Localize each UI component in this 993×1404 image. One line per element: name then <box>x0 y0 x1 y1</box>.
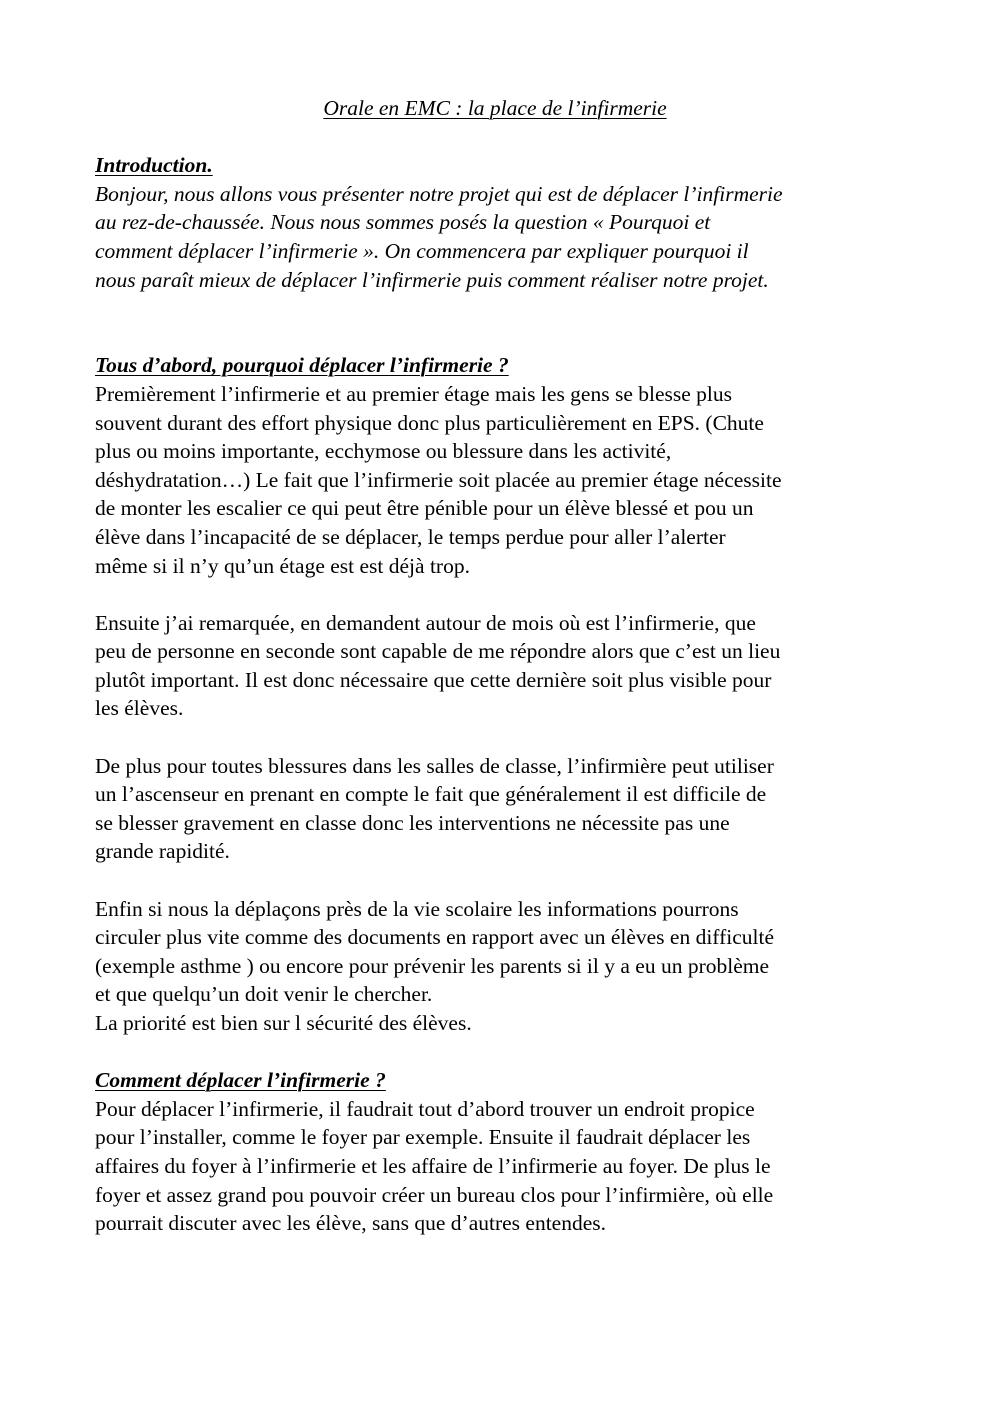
text-line: grande rapidité. <box>95 839 230 864</box>
blank-line <box>95 580 895 609</box>
text-line: Ensuite j’ai remarquée, en demandent autour de mois où est l’infirmerie, que <box>95 610 756 635</box>
text-line: les élèves. <box>95 696 184 721</box>
text-line: peu de personne en seconde sont capable de me répondre alors que c’est un lieu <box>95 639 781 664</box>
text-line: même si il n’y qu’un étage est est déjà trop. <box>95 553 470 578</box>
introduction-paragraph <box>95 180 895 294</box>
text-line: au rez-de-chaussée. Nous nous sommes posés la question « Pourquoi et <box>95 210 711 235</box>
text-line: De plus pour toutes blessures dans les salles de classe, l’infirmière peut utiliser <box>95 753 774 778</box>
text-line: Pour déplacer l’infirmerie, il faudrait tout d’abord trouver un endroit propice <box>95 1096 755 1121</box>
text-line: de monter les escalier ce qui peut être pénible pour un élève blessé et pou un <box>95 496 754 521</box>
text-line: (exemple asthme ) ou encore pour prévenir les parents si il y a eu un problème <box>95 953 770 978</box>
introduction-heading: Introduction. <box>95 153 213 178</box>
paragraph-school-life <box>95 895 895 1038</box>
text-line: plus ou moins importante, ecchymose ou blessure dans les activité, <box>95 439 672 464</box>
text-line: pour l’installer, comme le foyer par exemple. Ensuite il faudrait déplacer les <box>95 1125 751 1150</box>
blank-lines <box>95 294 895 351</box>
text-line: plutôt important. Il est donc nécessaire que cette dernière soit plus visible pour <box>95 667 772 692</box>
text-line: élève dans l’incapacité de se déplacer, le temps perdue pour aller l’alerter <box>95 524 726 549</box>
section-why-heading: Tous d’abord, pourquoi déplacer l’infirmerie ? <box>95 353 509 378</box>
text-line: souvent durant des effort physique donc plus particulièrement en EPS. (Chute <box>95 410 764 435</box>
text-line: Bonjour, nous allons vous présenter notre projet qui est de déplacer l’infirmerie <box>95 181 783 206</box>
text-line: et que quelqu’un doit venir le chercher. <box>95 982 433 1007</box>
paragraph-elevator <box>95 752 895 866</box>
text-line: pourrait discuter avec les élève, sans que d’autres entendes. <box>95 1211 607 1236</box>
paragraph-visibility <box>95 609 895 723</box>
text-line: nous paraît mieux de déplacer l’infirmerie puis comment réaliser notre projet. <box>95 267 769 292</box>
blank-line <box>95 866 895 895</box>
section-how-heading: Comment déplacer l’infirmerie ? <box>95 1068 386 1093</box>
document-title: Orale en EMC : la place de l’infirmerie <box>323 96 667 120</box>
text-line: un l’ascenseur en prenant en compte le fait que généralement il est difficile de <box>95 782 767 807</box>
text-line: se blesser gravement en classe donc les interventions ne nécessite pas une <box>95 810 730 835</box>
text-line: affaires du foyer à l’infirmerie et les affaire de l’infirmerie au foyer. De plus le <box>95 1153 771 1178</box>
blank-line <box>95 1038 895 1067</box>
text-line: déshydratation…) Le fait que l’infirmerie soit placée au premier étage nécessite <box>95 467 782 492</box>
text-line: La priorité est bien sur l sécurité des élèves. <box>95 1011 472 1035</box>
text-line: Premièrement l’infirmerie et au premier étage mais les gens se blesse plus <box>95 381 733 406</box>
blank-line <box>95 123 895 152</box>
paragraph-how <box>95 1095 895 1238</box>
text-line: circuler plus vite comme des documents en rapport avec un élèves en difficulté <box>95 925 774 950</box>
blank-line <box>95 723 895 752</box>
text-line: comment déplacer l’infirmerie ». On commencera par expliquer pourquoi il <box>95 238 749 263</box>
document-page <box>95 94 895 1238</box>
paragraph-first-floor <box>95 380 895 580</box>
text-line: Enfin si nous la déplaçons près de la vie scolaire les informations pourrons <box>95 896 739 921</box>
text-line: foyer et assez grand pou pouvoir créer un bureau clos pour l’infirmière, où elle <box>95 1182 774 1207</box>
